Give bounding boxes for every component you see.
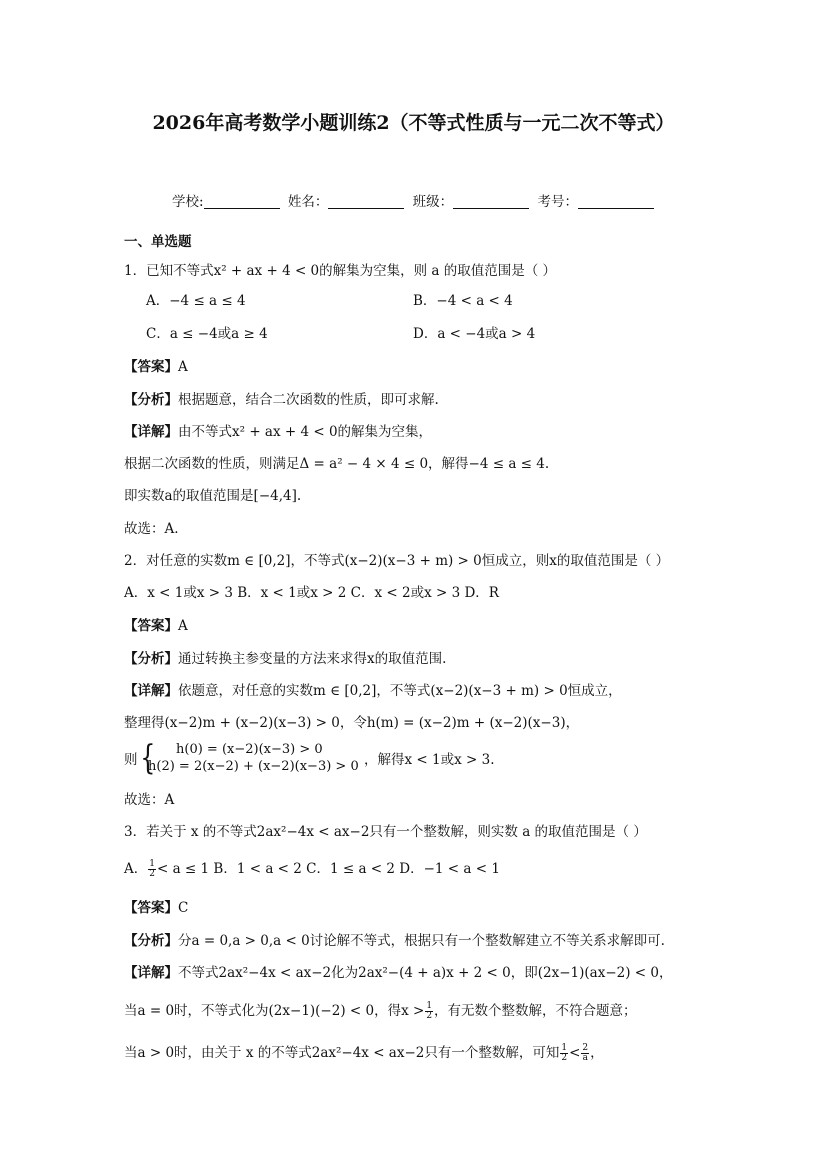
school-blank[interactable] xyxy=(204,194,280,209)
q1-detail-2: 根据二次函数的性质，则满足Δ = a² − 4 × 4 ≤ 0，解得−4 ≤ a ≤ 4. xyxy=(124,456,550,472)
q3-options xyxy=(124,860,500,879)
q2-options: A．x < 1或x > 3 B．x < 1或x > 2 C．x < 2或x > 3 D．R xyxy=(124,585,499,601)
analysis-tag: 【分析】 xyxy=(124,392,178,408)
q2-detail-3-prefix: 则 xyxy=(124,752,138,768)
q1-analysis xyxy=(124,391,439,409)
q1-choose: 故选：A. xyxy=(124,521,179,537)
q1-option-c: C．a ≤ −4或a ≥ 4 xyxy=(146,326,268,342)
id-blank[interactable] xyxy=(578,194,654,209)
q2-system-line-2: h(2) = 2(x−2) + (x−2)(x−3) > 0 xyxy=(148,759,359,774)
fraction: $\frac{2}{a}$ xyxy=(582,1043,589,1063)
analysis-tag: 【分析】 xyxy=(124,651,178,667)
q2-system-line-1: h(0) = (x−2)(x−3) > 0 xyxy=(176,742,323,757)
answer-value: A xyxy=(178,359,188,375)
q1-stem: 1．已知不等式x² + ax + 4 < 0的解集为空集，则 a 的取值范围是（ ） xyxy=(124,263,557,279)
detail-tag: 【详解】 xyxy=(124,424,178,440)
q1-detail-1 xyxy=(124,423,432,441)
answer-value: C xyxy=(178,900,189,916)
q2-detail-1 xyxy=(124,682,622,700)
q3-option-a-prefix: A． xyxy=(124,861,148,877)
analysis-tag: 【分析】 xyxy=(124,933,178,949)
detail-text: 不等式2ax²−4x < ax−2化为2ax²−(4 + a)x + 2 < 0，即(2x−1)(ax−2) < 0， xyxy=(178,965,673,981)
answer-value: A xyxy=(178,618,188,634)
q1-detail-3: 即实数a的取值范围是[−4,4]. xyxy=(124,488,302,504)
detail-text: 依题意，对任意的实数m ∈ [0,2]，不等式(x−2)(x−3 + m) > 0恒成立， xyxy=(178,683,622,699)
q2-detail-2: 整理得(x−2)m + (x−2)(x−3) > 0，令h(m) = (x−2)m + (x−2)(x−3)， xyxy=(124,715,580,731)
q2-choose: 故选：A xyxy=(124,792,175,808)
fraction: $\frac{1}{2}$ xyxy=(149,859,155,879)
q3-detail-1 xyxy=(124,964,672,982)
answer-tag: 【答案】 xyxy=(124,900,178,916)
detail-text: 由不等式x² + ax + 4 < 0的解集为空集， xyxy=(178,424,433,440)
analysis-text: 通过转换主参变量的方法来求得x的取值范围. xyxy=(178,651,447,667)
analysis-text: 分a = 0,a > 0,a < 0讨论解不等式，根据只有一个整数解建立不等关系求解即可. xyxy=(178,933,665,949)
detail-tag: 【详解】 xyxy=(124,683,178,699)
school-label: 学校: xyxy=(172,194,204,210)
class-blank[interactable] xyxy=(453,194,529,209)
fraction: $\frac{1}{2}$ xyxy=(426,1001,433,1021)
q1-option-b: B．−4 < a < 4 xyxy=(413,293,513,309)
fraction: $\frac{1}{2}$ xyxy=(561,1043,568,1063)
q1-option-d: D．a < −4或a > 4 xyxy=(413,326,536,342)
q2-analysis xyxy=(124,650,446,668)
section-heading: 一、单选题 xyxy=(124,234,192,250)
q3-detail-2: 当a = 0时，不等式化为(2x−1)(−2) < 0，得x > $\frac{1}{2}$ ，有无数个整数解，不符合题意； xyxy=(124,1001,637,1021)
analysis-text: 根据题意，结合二次函数的性质，即可求解. xyxy=(178,392,439,408)
q2-stem: 2．对任意的实数m ∈ [0,2]，不等式(x−2)(x−3 + m) > 0恒成立，则x的取值范围是（ ） xyxy=(124,553,670,569)
q2-answer xyxy=(124,617,188,635)
q2-detail-3-suffix: ，解得x < 1或x > 3. xyxy=(364,752,495,768)
page-title: 2026年高考数学小题训练2（不等式性质与一元二次不等式） xyxy=(152,112,675,134)
q3-detail-3: 当a > 0时，由关于 x 的不等式2ax²−4x < ax−2只有一个整数解，可知 $\frac{1}{2}$ < $\frac{2}{a}$ ， xyxy=(124,1043,604,1063)
q3-analysis xyxy=(124,932,665,950)
answer-tag: 【答案】 xyxy=(124,618,178,634)
detail-tag: 【详解】 xyxy=(124,965,178,981)
id-label: 考号： xyxy=(537,194,578,210)
class-label: 班级： xyxy=(412,194,454,210)
system-brace: { xyxy=(140,738,156,778)
student-info-line xyxy=(172,190,658,210)
q3-answer xyxy=(124,899,188,917)
name-label: 姓名： xyxy=(287,194,329,210)
name-blank[interactable] xyxy=(328,194,404,209)
q3-stem: 3．若关于 x 的不等式2ax²−4x < ax−2只有一个整数解，则实数 a 的取值范围是（ ） xyxy=(124,824,647,840)
q1-option-a: A．−4 ≤ a ≤ 4 xyxy=(146,293,246,309)
q3-options-rest: < a ≤ 1 B．1 < a < 2 C．1 ≤ a < 2 D．−1 < a < 1 xyxy=(156,861,500,877)
answer-tag: 【答案】 xyxy=(124,359,178,375)
q1-answer xyxy=(124,358,188,376)
